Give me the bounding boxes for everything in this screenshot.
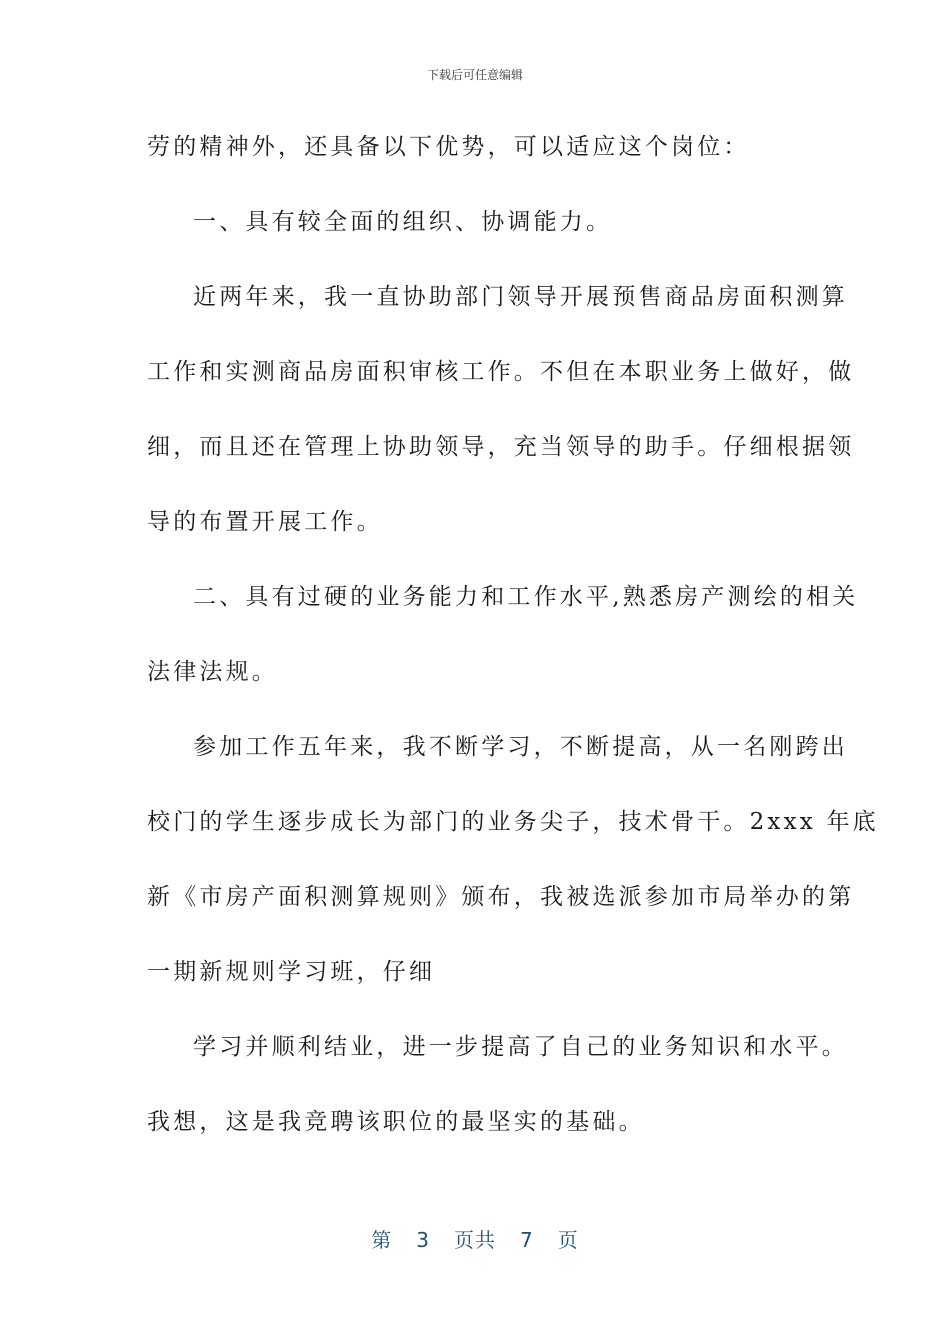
body-line-9: 参加工作五年来，我不断学习，不断提高，从一名刚跨出 bbox=[193, 734, 848, 760]
body-line-6: 导的布置开展工作。 bbox=[147, 509, 383, 535]
body-line-3: 近两年来，我一直协助部门领导开展预售商品房面积测算 bbox=[193, 284, 848, 310]
body-line-8: 法律法规。 bbox=[147, 659, 278, 685]
body-line-2: 一、具有较全面的组织、协调能力。 bbox=[193, 209, 613, 235]
footer-suffix: 页 bbox=[557, 1228, 579, 1252]
footer-total-pages: 7 bbox=[520, 1228, 534, 1252]
body-line-13: 学习并顺利结业，进一步提高了自己的业务知识和水平。 bbox=[193, 1034, 848, 1060]
body-line-7: 二、具有过硬的业务能力和工作水平,熟悉房产测绘的相关 bbox=[193, 584, 859, 610]
footer-middle: 页共 bbox=[454, 1228, 496, 1252]
body-line-12: 一期新规则学习班，仔细 bbox=[147, 959, 436, 985]
body-line-10: 校门的学生逐步成长为部门的业务尖子，技术骨干。2xxx 年底 bbox=[147, 809, 879, 835]
document-body bbox=[147, 124, 879, 1174]
footer-page-number: 3 bbox=[416, 1228, 430, 1252]
body-line-11: 新《市房产面积测算规则》颁布，我被选派参加市局举办的第 bbox=[147, 884, 855, 910]
body-line-1: 劳的精神外，还具备以下优势，可以适应这个岗位： bbox=[147, 134, 750, 160]
footer-prefix: 第 bbox=[371, 1228, 393, 1252]
body-line-4: 工作和实测商品房面积审核工作。不但在本职业务上做好，做 bbox=[147, 359, 855, 385]
page-footer bbox=[0, 1224, 950, 1253]
page-header-note: 下载后可任意编辑 bbox=[426, 68, 523, 82]
body-line-14: 我想，这是我竞聘该职位的最坚实的基础。 bbox=[147, 1109, 645, 1135]
body-line-5: 细，而且还在管理上协助领导，充当领导的助手。仔细根据领 bbox=[147, 434, 855, 460]
